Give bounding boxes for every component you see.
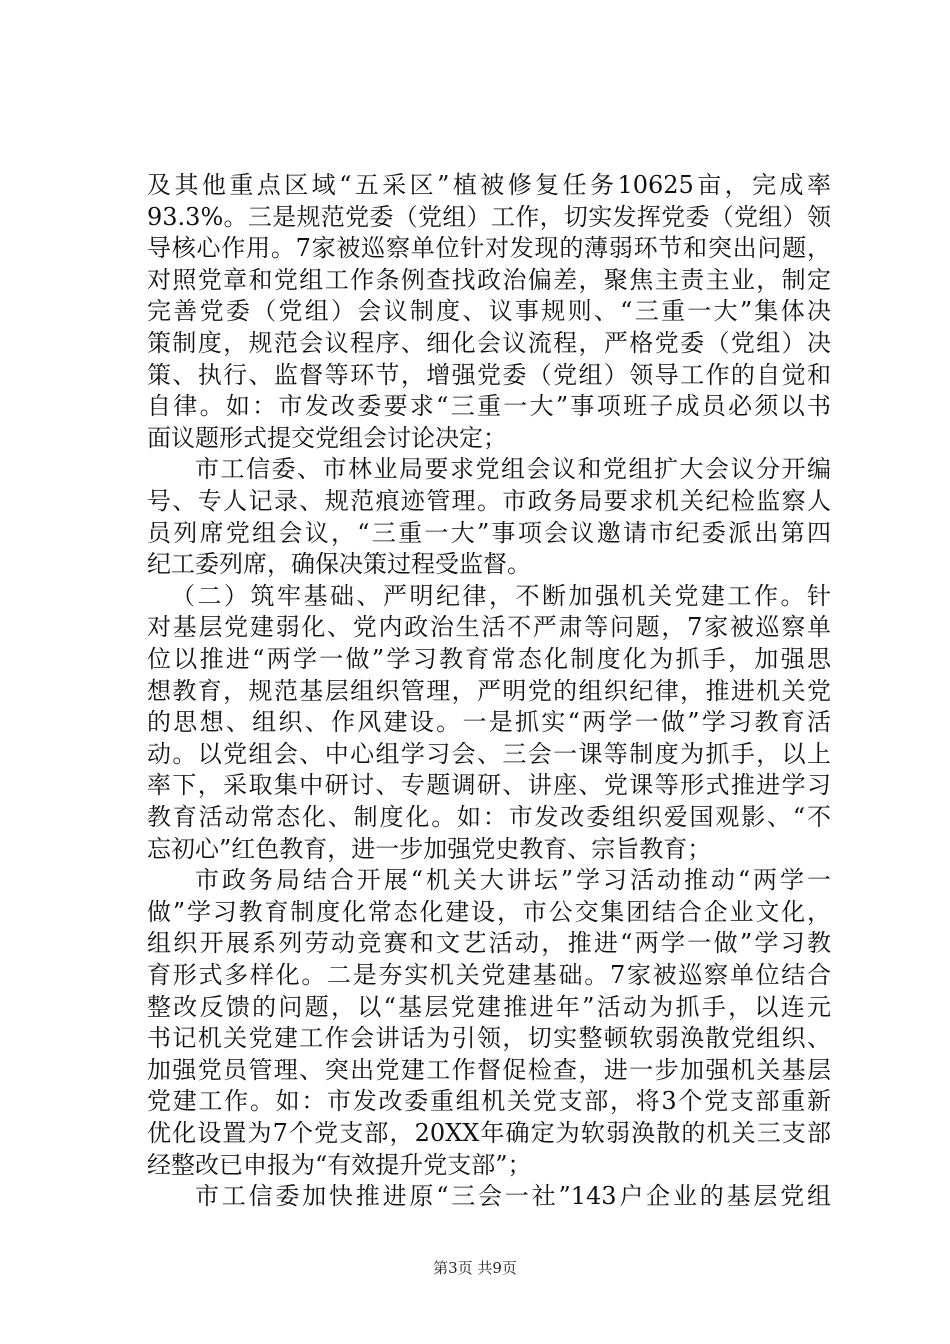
text-line: 策、执行、监督等环节，增强党委（党组）领导工作的自觉和 (147, 360, 831, 389)
text-line: 对基层党建弱化、党内政治生活不严肃等问题，7家被巡察单 (147, 613, 831, 642)
paragraph-first-line: 市政务局结合开展“机关大讲坛”学习活动推动“两学一 (195, 866, 831, 895)
text-line: 书记机关党建工作会讲话为引领，切实整顿软弱涣散党组织、 (147, 1024, 831, 1053)
text-line: 加强党员管理、突出党建工作督促检查，进一步加强机关基层 (147, 1055, 831, 1084)
text-line: 导核心作用。7家被巡察单位针对发现的薄弱环节和突出问题， (147, 234, 831, 263)
text-line: 优化设置为7个党支部，20XX年确定为软弱涣散的机关三支部 (147, 1119, 831, 1147)
text-line: 想教育，规范基层组织管理，严明党的组织纪律，推进机关党 (147, 676, 831, 705)
text-line: 做”学习教育制度化常态化建设，市公交集团结合企业文化， (147, 897, 831, 926)
text-line: 的思想、组织、作风建设。一是抓实“两学一做”学习教育活 (147, 708, 831, 737)
text-line: 忘初心”红色教育，进一步加强党史教育、宗旨教育； (147, 834, 712, 863)
text-line: 完善党委（党组）会议制度、议事规则、“三重一大”集体决 (147, 297, 831, 326)
text-line: 党建工作。如：市发改委重组机关党支部，将3个党支部重新 (147, 1087, 831, 1116)
text-line: 对照党章和党组工作条例查找政治偏差，聚焦主责主业，制定 (147, 265, 831, 294)
text-line: 93.3%。三是规范党委（党组）工作，切实发挥党委（党组）领 (147, 202, 831, 231)
text-line: 纪工委列席，确保决策过程受监督。 (147, 550, 531, 579)
text-line: 及其他重点区域“五采区”植被修复任务10625亩，完成率 (147, 171, 831, 199)
text-line: 率下，采取集中研讨、专题调研、讲座、党课等形式推进学习 (147, 771, 831, 800)
text-line: 教育活动常态化、制度化。如：市发改委组织爱国观影、“不 (147, 803, 831, 831)
page-footer: 第3页 共9页 (433, 1259, 517, 1277)
text-line: 经整改已申报为“有效提升党支部”； (147, 1150, 532, 1179)
text-line: 员列席党组会议，“三重一大”事项会议邀请市纪委派出第四 (147, 518, 831, 547)
section-heading-line: （二）筑牢基础、严明纪律，不断加强机关党建工作。针 (171, 581, 831, 610)
text-line: 组织开展系列劳动竞赛和文艺活动，推进“两学一做”学习教 (147, 929, 831, 958)
text-line: 策制度，规范会议程序、细化会议流程，严格党委（党组）决 (147, 329, 831, 357)
text-line: 自律。如：市发改委要求“三重一大”事项班子成员必须以书 (147, 392, 831, 421)
text-line: 位以推进“两学一做”学习教育常态化制度化为抓手，加强思 (147, 645, 831, 673)
text-line: 动。以党组会、中心组学习会、三会一课等制度为抓手，以上 (147, 739, 831, 768)
text-line: 整改反馈的问题，以“基层党建推进年”活动为抓手，以连元 (147, 992, 831, 1021)
text-line: 号、专人记录、规范痕迹管理。市政务局要求机关纪检监察人 (147, 487, 831, 515)
paragraph-first-line: 市工信委加快推进原“三会一社”143户企业的基层党组 (195, 1182, 831, 1211)
text-line: 育形式多样化。二是夯实机关党建基础。7家被巡察单位结合 (147, 961, 831, 989)
paragraph-first-line: 市工信委、市林业局要求党组会议和党组扩大会议分开编 (195, 455, 831, 484)
text-line: 面议题形式提交党组会讨论决定； (147, 423, 507, 452)
